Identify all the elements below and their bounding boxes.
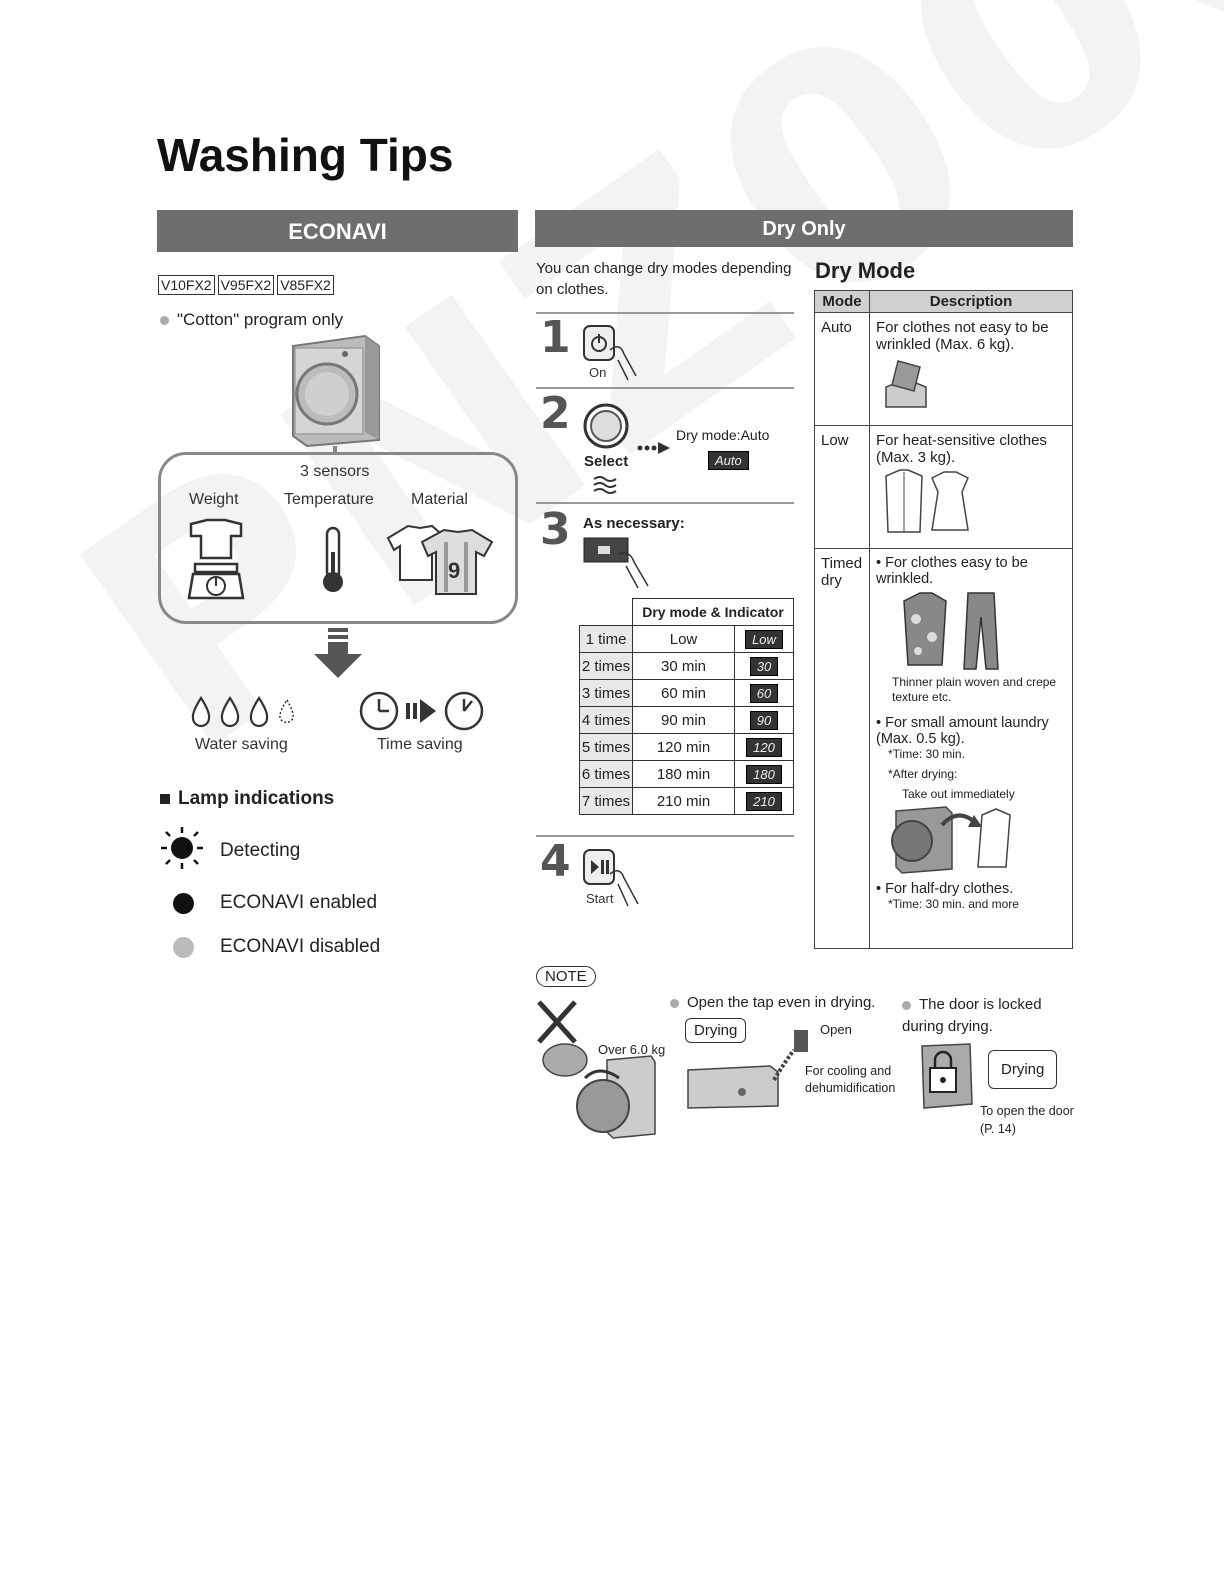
mode-cell: 30 min	[633, 653, 735, 680]
step-2-result: Dry mode:Auto	[676, 427, 770, 443]
step-3-label: As necessary:	[583, 515, 685, 532]
program-note-text: "Cotton" program only	[177, 310, 344, 329]
dry-mode-table-header: Dry mode & Indicator	[633, 599, 794, 626]
dry-only-intro: You can change dry modes depending on clothes.	[536, 260, 792, 298]
step-divider	[536, 387, 794, 389]
arrow-down-icon	[314, 628, 362, 680]
note-badge: NOTE	[536, 966, 596, 987]
table-row	[580, 626, 794, 653]
table-row	[815, 313, 1073, 426]
dry-steam-icon	[592, 474, 618, 494]
tap-note-text: Open the tap even in drying.	[687, 994, 876, 1011]
lamp-indications-heading	[160, 788, 334, 810]
washer-tap-icon	[686, 1020, 816, 1110]
step-1-number: 1	[540, 312, 571, 363]
description-column-header: Description	[870, 291, 1073, 313]
dry-mode-title: Dry Mode	[815, 258, 916, 283]
table-row	[815, 426, 1073, 549]
timed-bullet-2-text: For small amount laundry (Max. 0.5 kg).	[876, 715, 1049, 747]
tap-note	[670, 994, 875, 1011]
delicate-clothes-icon	[876, 468, 972, 534]
sensor-weight-label: Weight	[189, 491, 239, 508]
mode-cell: 210 min	[633, 788, 735, 815]
mode-cell: 120 min	[633, 734, 735, 761]
step-divider	[536, 835, 794, 837]
econavi-header: ECONAVI	[157, 210, 518, 252]
mode-column-header: Mode	[815, 291, 870, 313]
table-row	[580, 788, 794, 815]
lamp-disabled-icon	[173, 937, 194, 958]
lamp-enabled-label: ECONAVI enabled	[220, 892, 378, 913]
water-drops-icon	[190, 694, 302, 730]
take-out-laundry-icon	[882, 801, 1032, 875]
thermometer-icon	[318, 524, 348, 596]
weight-scale-icon	[185, 518, 247, 602]
indicator-cell: 60	[750, 684, 778, 703]
bullet-icon	[902, 1001, 911, 1010]
door-lock-icon	[914, 1040, 984, 1116]
door-reference: To open the door (P. 14)	[980, 1104, 1074, 1136]
step-2-label: Select	[584, 453, 629, 470]
page-title: Washing Tips	[157, 129, 454, 181]
mode-cell: 60 min	[633, 680, 735, 707]
timed-bullet-3-time: *Time: 30 min. and more	[888, 897, 1019, 911]
indicator-cell: 120	[746, 738, 782, 757]
times-cell: 4 times	[580, 707, 633, 734]
mode-auto: Auto	[815, 313, 870, 426]
model-list	[158, 275, 337, 295]
sensor-material-label: Material	[411, 491, 468, 508]
sensor-temperature-label: Temperature	[284, 491, 374, 508]
bullet-icon	[670, 999, 679, 1008]
clothes-material-icon	[384, 520, 496, 598]
model-badge: V95FX2	[218, 275, 275, 295]
timed-bullet-3-text: For half-dry clothes.	[885, 881, 1014, 897]
open-label: Open	[820, 1022, 852, 1037]
detecting-lamp-icon	[160, 826, 204, 870]
times-cell: 2 times	[580, 653, 633, 680]
drying-bubble: Drying	[685, 1018, 746, 1043]
step-3-number: 3	[540, 504, 571, 555]
overload-warning-icon	[535, 998, 666, 1140]
mode-low: Low	[815, 426, 870, 549]
take-out-immediately: Take out immediately	[902, 787, 1015, 801]
model-badge: V85FX2	[277, 275, 334, 295]
mode-cell: 90 min	[633, 707, 735, 734]
lamp-disabled-label: ECONAVI disabled	[220, 936, 381, 957]
step-2-number: 2	[540, 388, 571, 439]
square-bullet-icon	[160, 794, 170, 804]
program-note	[160, 310, 343, 330]
auto-indicator	[708, 451, 749, 470]
indicator-cell: 90	[750, 711, 778, 730]
drying-bubble-2: Drying	[988, 1050, 1057, 1089]
dry-only-header: Dry Only	[535, 210, 1073, 247]
times-cell: 5 times	[580, 734, 633, 761]
model-badge: V10FX2	[158, 275, 215, 295]
time-saving-label: Time saving	[377, 736, 463, 753]
mode-cell: 180 min	[633, 761, 735, 788]
shirt-pants-icon	[898, 591, 1008, 671]
mode-timed-dry: Timed dry	[815, 549, 870, 949]
indicator-cell: 180	[746, 765, 782, 784]
door-note-text: The door is locked during drying.	[902, 996, 1042, 1035]
indicator-cell: 210	[746, 792, 782, 811]
step-divider	[536, 312, 794, 314]
times-cell: 6 times	[580, 761, 633, 788]
folded-clothes-icon	[876, 357, 936, 413]
timed-bullet-1-note: Thinner plain woven and crepe texture etc.	[892, 675, 1057, 704]
overload-label: Over 6.0 kg	[598, 1042, 666, 1057]
lamp-enabled-icon	[173, 893, 194, 914]
select-dial-icon	[582, 400, 632, 452]
indicator-cell: Low	[745, 630, 783, 649]
times-cell: 7 times	[580, 788, 633, 815]
table-row	[580, 707, 794, 734]
times-cell: 1 time	[580, 626, 633, 653]
step-4-number: 4	[540, 836, 571, 887]
table-row	[580, 653, 794, 680]
table-row	[580, 734, 794, 761]
table-row	[580, 680, 794, 707]
lamp-title-text: Lamp indications	[178, 788, 335, 809]
step-1-label: On	[589, 365, 607, 380]
shirt-number: 9	[448, 558, 461, 583]
low-description: For heat-sensitive clothes (Max. 3 kg).	[876, 432, 1047, 466]
step-divider	[536, 502, 794, 504]
table-row	[580, 761, 794, 788]
arrow-right-icon	[636, 440, 672, 456]
water-saving-label: Water saving	[195, 736, 288, 753]
dry-mode-table	[579, 598, 794, 815]
timed-bullet-2-time: *Time: 30 min.	[888, 747, 965, 761]
timed-bullet-1-text: For clothes easy to be wrinkled.	[876, 555, 1028, 587]
dry-mode-button-icon	[582, 536, 662, 590]
bullet-icon	[160, 316, 169, 325]
timed-bullet-1: • For clothes easy to be wrinkled.	[876, 555, 1028, 587]
times-cell: 3 times	[580, 680, 633, 707]
indicator-cell: 30	[750, 657, 778, 676]
auto-description: For clothes not easy to be wrinkled (Max. 6 kg).	[876, 319, 1049, 353]
washing-machine-icon	[285, 332, 385, 450]
lamp-detecting-label: Detecting	[220, 840, 301, 861]
mode-cell: Low	[633, 626, 735, 653]
table-row	[815, 549, 1073, 949]
dry-mode-description-table	[814, 290, 1073, 949]
timed-bullet-2-after: *After drying:	[888, 767, 958, 781]
timed-bullet-3: • For half-dry clothes.	[876, 881, 1014, 897]
sensors-title: 3 sensors	[300, 463, 370, 480]
auto-indicator-text: Auto	[708, 451, 749, 470]
cooling-label: For cooling and dehumidification	[805, 1064, 896, 1095]
door-note	[902, 994, 1052, 1038]
time-saving-icon	[358, 689, 488, 733]
timed-bullet-2: • For small amount laundry (Max. 0.5 kg).	[876, 715, 1049, 747]
step-4-label: Start	[586, 891, 614, 906]
